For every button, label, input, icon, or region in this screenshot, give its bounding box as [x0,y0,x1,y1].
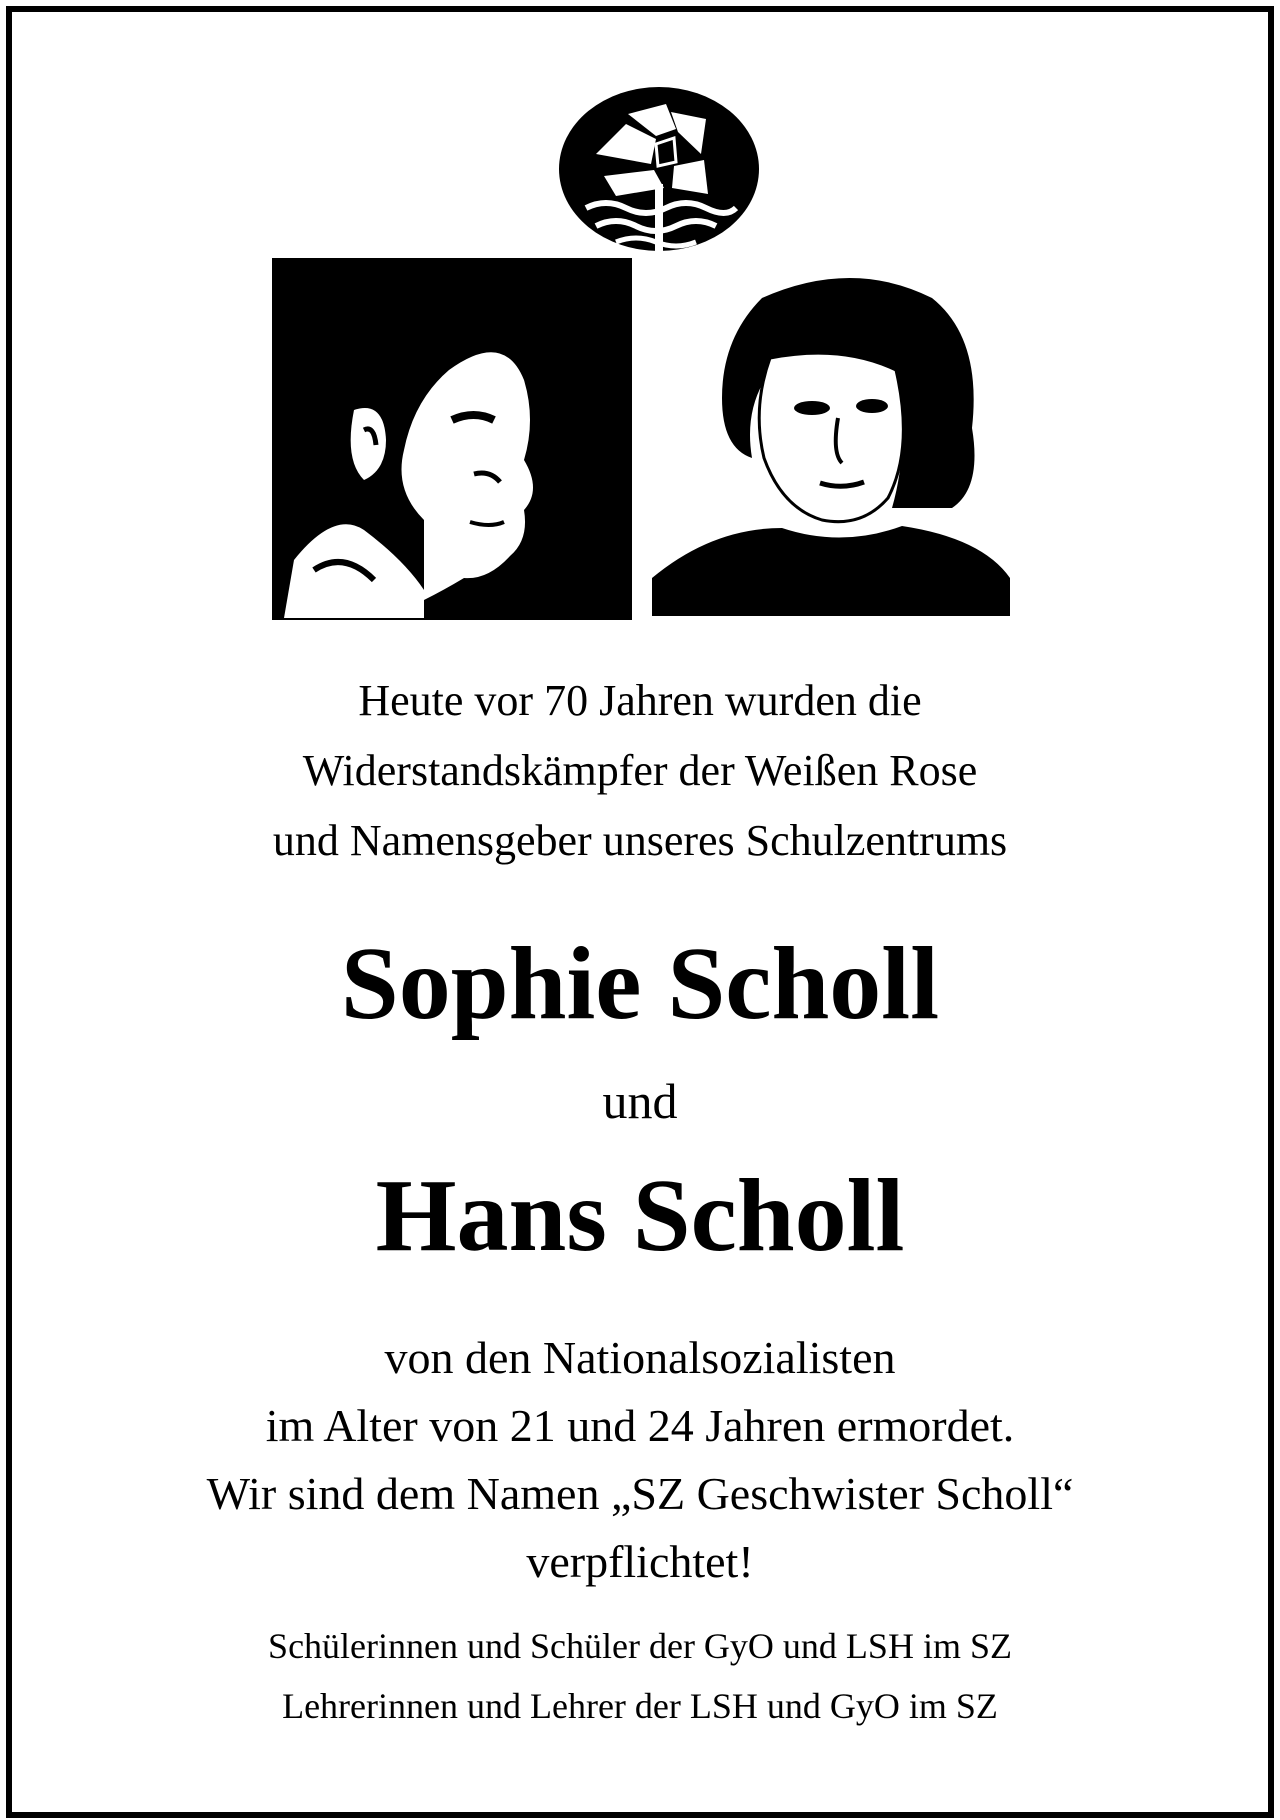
outro-text [40,1324,1240,1596]
signature-block [40,1616,1240,1736]
name-conjunction: und [602,1073,678,1129]
intro-line: und Namensgeber unseres Schulzentrums [272,816,1008,865]
portrait-sophie-icon [652,258,1010,616]
outro-line: im Alter von 21 und 24 Jahren ermordet. [265,1400,1015,1451]
portrait-hans-icon [272,258,632,620]
name-sophie: Sophie Scholl [340,926,940,1041]
outro-line: von den Nationalsozialisten [384,1332,896,1383]
outro-line: Wir sind dem Namen „SZ Geschwister Scholl“ [206,1468,1074,1519]
white-rose-logo-icon [556,84,762,254]
signature-line: Schülerinnen und Schüler der GyO und LSH im SZ [268,1626,1012,1666]
intro-line: Heute vor 70 Jahren wurden die [358,676,922,725]
signature-line: Lehrerinnen und Lehrer der LSH und GyO im SZ [282,1686,998,1726]
outro-line: verpflichtet! [526,1536,754,1587]
intro-text [40,666,1240,876]
name-hans: Hans Scholl [375,1158,905,1273]
intro-line: Widerstandskämpfer der Weißen Rose [302,746,978,795]
